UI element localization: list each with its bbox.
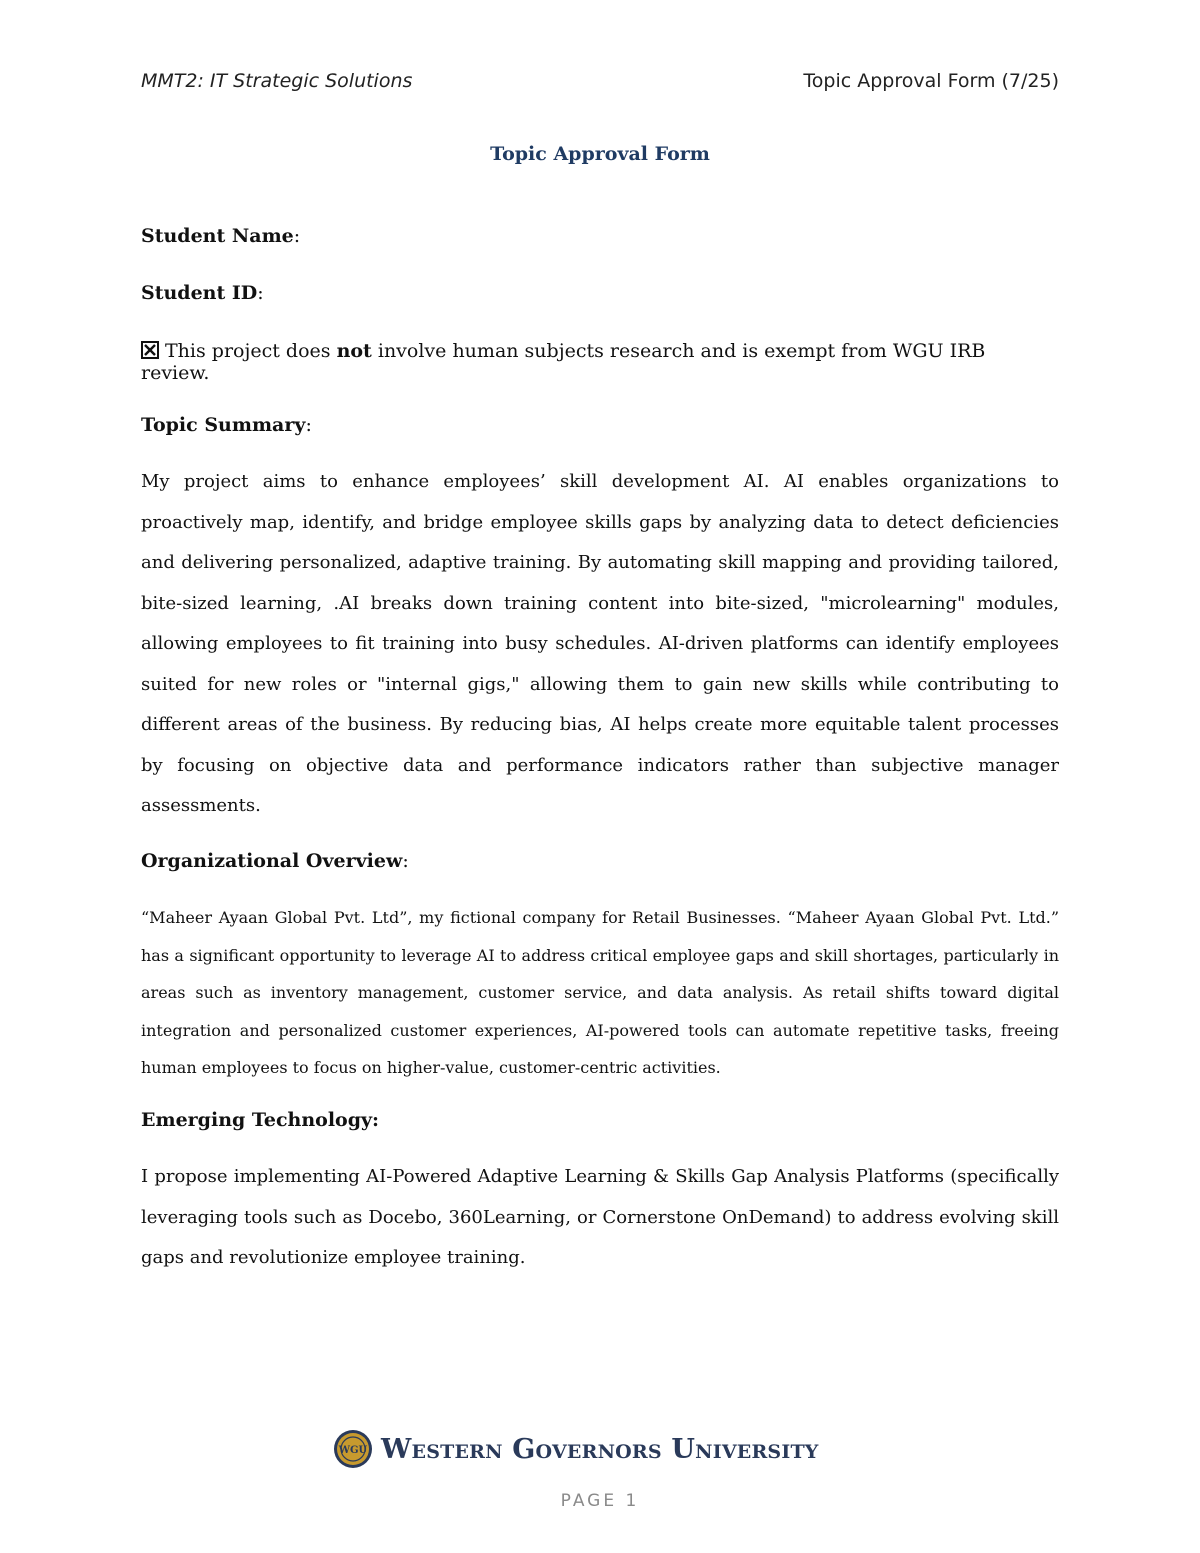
topic-summary-section	[141, 462, 1059, 827]
irb-text-before: This project does	[165, 340, 337, 362]
field-separator: :	[305, 414, 312, 436]
topic-summary-body: My project aims to enhance employees’ skill development AI. AI enables organizations to proactively map, identify, and bridge employee skills gaps by analyzing data to detect deficiencies and delivering personalized, adaptive training. By automating skill mapping and providing tailored, bite-sized learning, .AI breaks down training content into bite-sized, "microlearning" modules, allowing employees to fit training into busy schedules. AI-driven platforms can identify employees suited for new roles or "internal gigs," allowing them to gain new skills while contributing to different areas of the business. By reducing bias, AI helps create more equitable talent processes by focusing on objective data and performance indicators rather than subjective manager assessments.	[141, 471, 1059, 816]
field-separator: :	[293, 225, 301, 247]
topic-summary-heading-text: Topic Summary	[141, 414, 306, 436]
seal-letters: WGU	[338, 1445, 368, 1456]
form-title: Topic Approval Form	[490, 143, 710, 165]
emerging-tech-heading-text: Emerging Technology:	[141, 1109, 380, 1131]
student-id-field	[141, 282, 1059, 304]
checked-box-icon[interactable]	[141, 341, 159, 359]
irb-text-after: involve human subjects research and is exempt from WGU IRB review.	[141, 340, 986, 384]
header-course-title: MMT2: IT Strategic Solutions	[141, 70, 413, 92]
wgu-logo	[333, 1428, 833, 1470]
emerging-tech-body: I propose implementing AI-Powered Adaptive Learning & Skills Gap Analysis Platforms (specifically leveraging tools such as Docebo, 360Learning, or Cornerstone OnDemand) to address evolving skill gaps and revolutionize employee training.	[141, 1166, 1059, 1268]
topic-summary-heading	[141, 414, 1059, 436]
field-separator: :	[257, 282, 264, 304]
page-number: PAGE 1	[560, 1491, 640, 1511]
emerging-tech-heading	[141, 1109, 1059, 1131]
irb-statement	[141, 340, 1059, 384]
student-name-label: Student Name	[141, 225, 294, 247]
org-overview-heading	[141, 850, 1059, 872]
org-overview-section	[141, 899, 1059, 1087]
org-overview-heading-text: Organizational Overview	[141, 850, 403, 872]
irb-emphasis: not	[336, 340, 372, 362]
field-separator: :	[402, 850, 409, 872]
org-overview-body: “Maheer Ayaan Global Pvt. Ltd”, my fictional company for Retail Businesses. “Maheer Ayaan Global Pvt. Ltd.” has a significant opportunity to leverage AI to address critical employee gaps and skill shortages, particularly in areas such as inventory management, customer service, and data analysis. As retail shifts toward digital integration and personalized customer experiences, AI-powered tools can automate repetitive tasks, freeing human employees to focus on higher-value, customer-centric activities.	[141, 908, 1059, 1077]
student-name-field	[141, 225, 1059, 247]
university-seal-icon	[333, 1429, 373, 1469]
student-id-label: Student ID	[141, 282, 258, 304]
header-form-label: Topic Approval Form (7/25)	[803, 70, 1059, 92]
wgu-logo-text: Western Governors University	[381, 1433, 819, 1465]
emerging-tech-section	[141, 1157, 1059, 1279]
